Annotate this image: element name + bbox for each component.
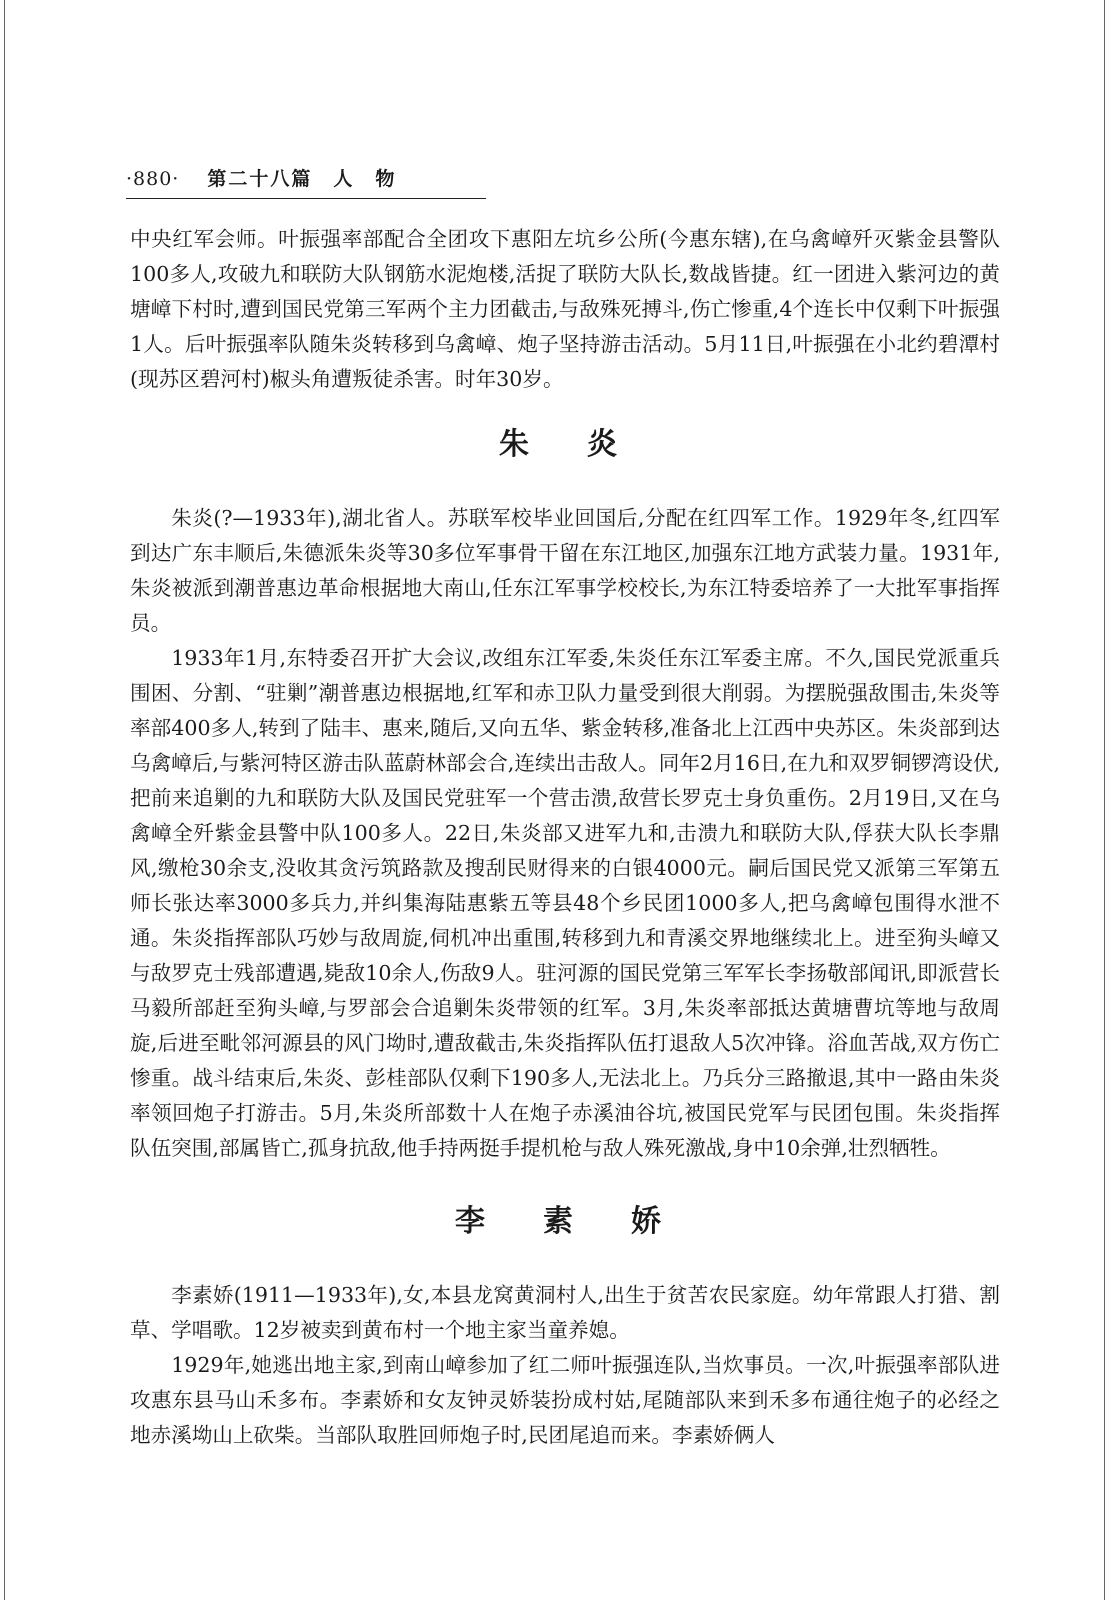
continued-paragraph: 中央红军会师。叶振强率部配合全团攻下惠阳左坑乡公所(今惠东辖),在乌禽嶂歼灭紫金县警队100多人,攻破九和联防大队钢筋水泥炮楼,活捉了联防大队长,数战皆捷。红一团进入紫河边的黄塘嶂下村时,遭到国民党第三军两个主力团截击,与敌殊死搏斗,伤亡惨重,4个连长中仅剩下叶振强1人。后叶振强率队随朱炎转移到乌禽嶂、炮子坚持游击活动。5月11日,叶振强在小北约碧潭村(现苏区碧河村)椒头角遭叛徒杀害。时年30岁。 xyxy=(130,227,1000,391)
body-text xyxy=(130,222,1000,1453)
chapter-title: 第二十八篇 人 物 xyxy=(207,168,397,190)
section-heading-li-sujiao: 李 素 娇 xyxy=(455,1204,675,1239)
page-number: ·880· xyxy=(126,168,180,190)
page-edge-right xyxy=(1104,0,1105,1600)
paragraph: 李素娇(1911—1933年),女,本县龙窝黄洞村人,出生于贫苦农民家庭。幼年常跟人打猎、割草、学唱歌。12岁被卖到黄布村一个地主家当童养媳。 xyxy=(130,1283,1000,1342)
page-edge-left xyxy=(4,0,5,1600)
paragraph: 1933年1月,东特委召开扩大会议,改组东江军委,朱炎任东江军委主席。不久,国民党派重兵围困、分割、“驻剿”潮普惠边根据地,红军和赤卫队力量受到很大削弱。为摆脱强敌围击,朱炎等率部400多人,转到了陆丰、惠来,随后,又向五华、紫金转移,准备北上江西中央苏区。朱炎部到达乌禽嶂后,与紫河特区游击队蓝蔚林部会合,连续出击敌人。同年2月16日,在九和双罗铜锣湾设伏,把前来追剿的九和联防大队及国民党驻军一个营击溃,敌营长罗克士身负重伤。2月19日,又在乌禽嶂全歼紫金县警中队100多人。22日,朱炎部又进军九和,击溃九和联防大队,俘获大队长李鼎风,缴枪30余支,没收其贪污筑路款及搜刮民财得来的白银4000元。嗣后国民党又派第三军第五师长张达率3000多兵力,并纠集海陆惠紫五等县48个乡民团1000多人,把乌禽嶂包围得水泄不通。朱炎指挥部队巧妙与敌周旋,伺机冲出重围,转移到九和青溪交界地继续北上。进至狗头嶂又与敌罗克士残部遭遇,毙敌10余人,伤敌9人。驻河源的国民党第三军军长李扬敬部闻讯,即派营长马毅所部赶至狗头嶂,与罗部会合追剿朱炎带领的红军。3月,朱炎率部抵达黄塘曹坑等地与敌周旋,后进至毗邻河源县的风门坳时,遭敌截击,朱炎指挥队伍打退敌人5次冲锋。浴血苦战,双方伤亡惨重。战斗结束后,朱炎、彭桂部队仅剩下190多人,无法北上。乃兵分三路撤退,其中一路由朱炎率领回炮子打游击。5月,朱炎所部数十人在炮子赤溪油谷坑,被国民党军与民团包围。朱炎指挥队伍突围,部属皆亡,孤身抗敌,他手持两挺手提机枪与敌人殊死激战,身中10余弹,壮烈牺牲。 xyxy=(130,646,1000,1160)
paragraph: 朱炎(?—1933年),湖北省人。苏联军校毕业回国后,分配在红四军工作。1929年冬,红四军到达广东丰顺后,朱德派朱炎等30多位军事骨干留在东江地区,加强东江地方武装力量。1931年,朱炎被派到潮普惠边革命根据地大南山,任东江军事学校校长,为东江特委培养了一大批军事指挥员。 xyxy=(130,506,1000,635)
paragraph: 1929年,她逃出地主家,到南山嶂参加了红二师叶振强连队,当炊事员。一次,叶振强率部队进攻惠东县马山禾多布。李素娇和女友钟灵娇装扮成村姑,尾随部队来到禾多布通往炮子的必经之地赤溪坳山上砍柴。当部队取胜回师炮子时,民团尾追而来。李素娇俩人 xyxy=(130,1353,1000,1447)
section-heading-zhu-yan: 朱 炎 xyxy=(499,427,631,462)
running-header xyxy=(126,166,486,199)
